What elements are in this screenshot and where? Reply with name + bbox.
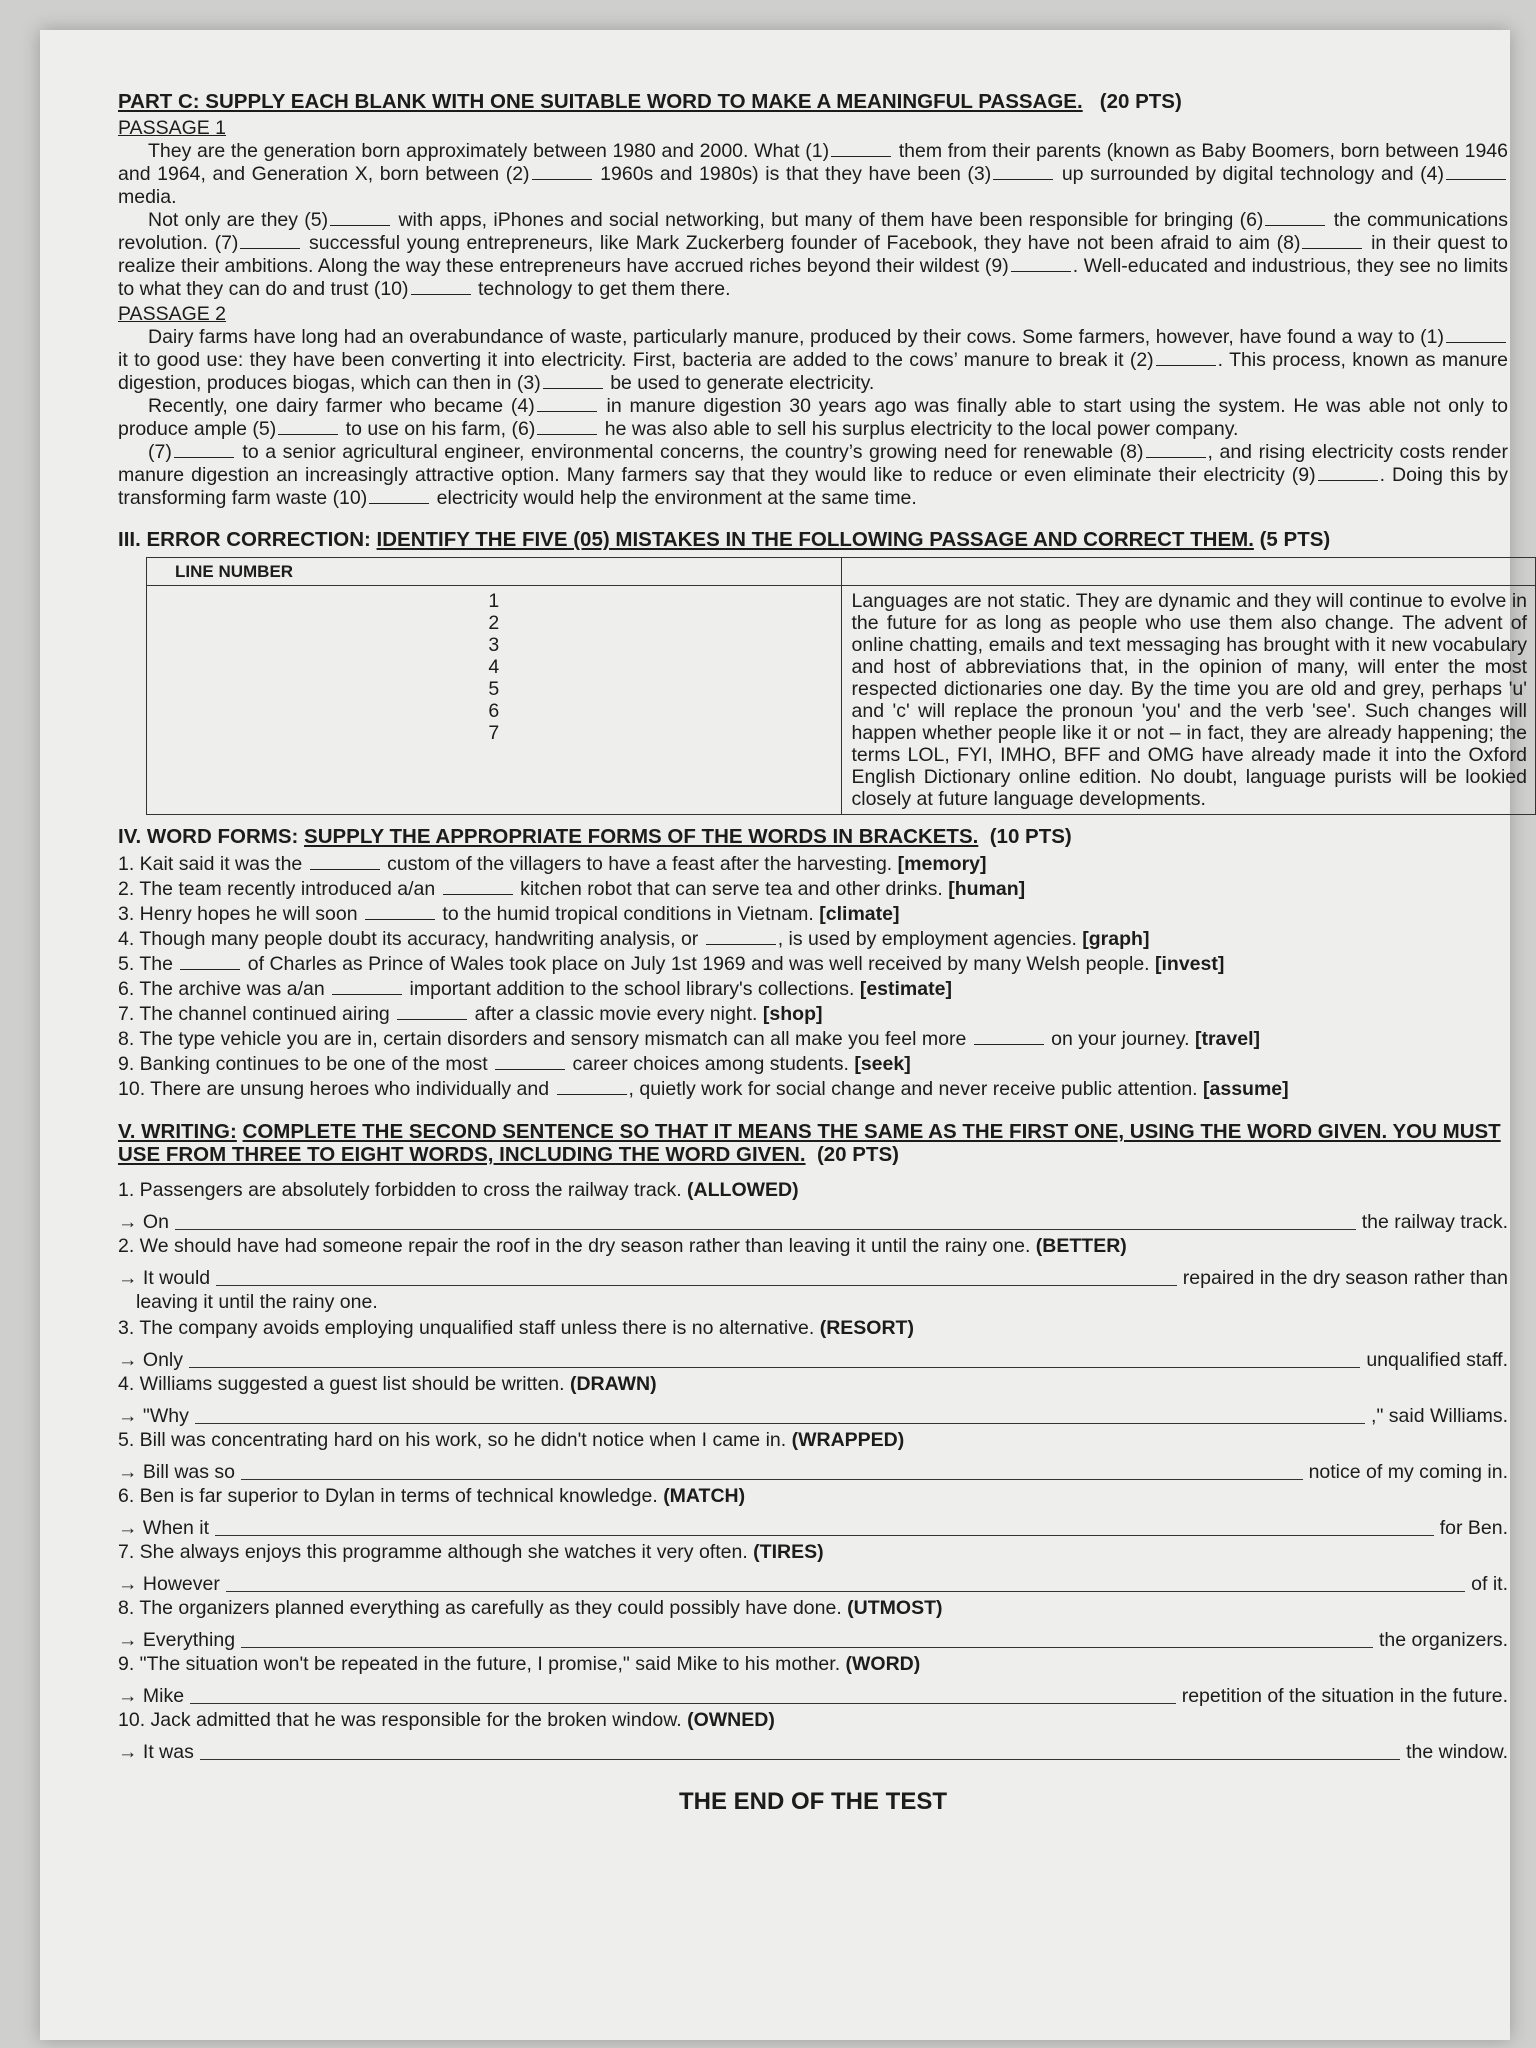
bracket-word: [travel] [1194, 1028, 1260, 1050]
passage-2-text: be used to generate electricity. [610, 372, 875, 394]
question-text: 7. She always enjoys this programme although she watches it very often. [118, 1541, 748, 1563]
answer-end: the railway track. [1361, 1211, 1508, 1233]
section-instruction: COMPLETE THE SECOND SENTENCE SO THAT IT MEANS THE SAME AS THE FIRST ONE, USING THE WORD GIVEN. YOU MUST USE FROM THREE TO EIGHT WORDS, INCLUDING THE WORD GIVEN. [118, 1120, 1501, 1166]
passage-2-text: Dairy farms have long had an overabundance of waste, particularly manure, produced by their cows. Some farmers, however, have found a way to (1) [148, 326, 1444, 348]
passage-1-text: the communications revolution. (7) [118, 209, 1509, 254]
given-word: (WRAPPED) [791, 1429, 905, 1451]
section-points: (10 PTS) [989, 825, 1072, 848]
answer-tail: leaving it until the rainy one. [136, 1291, 378, 1313]
error-correction-heading [118, 528, 1508, 551]
passage-2-text: Recently, one dairy farmer who became (4) [148, 395, 535, 417]
section-number: V. WRITING: [118, 1120, 237, 1143]
bracket-word: [assume] [1203, 1078, 1289, 1100]
bracket-word: [seek] [854, 1053, 911, 1075]
passage-2-text: electricity would help the environment at the same time. [436, 487, 917, 509]
answer-line [118, 1342, 1508, 1372]
section-instruction: SUPPLY THE APPROPRIATE FORMS OF THE WORDS IN BRACKETS. [304, 825, 979, 848]
line-number: 3 [488, 634, 500, 656]
question-text: 1. Passengers are absolutely forbidden to cross the railway track. [118, 1179, 682, 1201]
passage-1-text: with apps, iPhones and social networking, but many of them have been responsible for bringing (6) [398, 209, 1264, 231]
blank [330, 225, 390, 226]
passage-1-text: successful young entrepreneurs, like Mark Zuckerberg founder of Facebook, they have not been afraid to aim (8) [309, 232, 1301, 254]
answer-rule [241, 1647, 1373, 1648]
line-number: 7 [488, 722, 500, 744]
line-number: 5 [488, 678, 500, 700]
passage-2-paragraph-3 [118, 441, 1508, 510]
answer-end: of it. [1471, 1573, 1508, 1595]
passage-1-paragraph-2 [118, 209, 1508, 301]
item-text: 3. Henry hopes he will soon [118, 903, 358, 925]
word-form-item [118, 1077, 1508, 1102]
item-text: , is used by employment agencies. [777, 928, 1077, 950]
item-text: career choices among students. [572, 1053, 849, 1075]
blank [180, 969, 240, 970]
word-form-item [118, 927, 1508, 952]
answer-start: → Everything [118, 1629, 236, 1651]
answer-rule [216, 1285, 1177, 1286]
blank [1446, 342, 1506, 343]
passage-2-text: to a senior agricultural engineer, environmental concerns, the country’s growing need for renewable (8) [242, 441, 1144, 463]
writing-item [118, 1484, 1508, 1540]
writing-item [118, 1178, 1508, 1234]
test-sheet [40, 30, 1527, 2040]
blank [557, 1094, 627, 1095]
end-of-test: THE END OF THE TEST [678, 1788, 947, 1815]
item-text: on your journey. [1051, 1028, 1190, 1050]
blank [706, 944, 776, 945]
word-form-item [118, 852, 1508, 877]
blank [532, 179, 592, 180]
writing-item [118, 1234, 1508, 1314]
passage-2-text: it to good use: they have been converting it into electricity. First, bacteria are added to the cows’ manure to break it (2) [118, 349, 1154, 371]
passage-2-text: . Doing this by transforming farm waste (10) [118, 464, 1509, 509]
blank [365, 919, 435, 920]
answer-line [118, 1260, 1508, 1290]
writing-item [118, 1708, 1508, 1764]
blank [831, 156, 891, 157]
answer-start: → When it [118, 1517, 210, 1539]
section-points: (5 PTS) [1259, 528, 1331, 551]
passage-1-text: media. [118, 186, 177, 208]
passage-1-text: in their quest to realize their ambitions. Along the way these entrepreneurs have accrued riches beyond their wildest (9) [118, 232, 1508, 277]
blank [1146, 457, 1206, 458]
question-text: 4. Williams suggested a guest list should be written. [118, 1373, 565, 1395]
answer-rule [190, 1703, 1176, 1704]
line-number: 2 [488, 612, 500, 634]
line-number: 1 [488, 590, 500, 612]
line-numbers [147, 586, 842, 815]
item-text: 9. Banking continues to be one of the most [118, 1053, 488, 1075]
answer-rule [226, 1591, 1465, 1592]
given-word: (ALLOWED) [687, 1179, 799, 1201]
answer-line [118, 1454, 1508, 1484]
given-word: (BETTER) [1035, 1235, 1127, 1257]
blank [332, 994, 402, 995]
answer-rule [200, 1759, 1400, 1760]
question-text: 10. Jack admitted that he was responsible for the broken window. [118, 1709, 682, 1731]
question-text: 2. We should have had someone repair the roof in the dry season rather than leaving it until the rainy one. [118, 1235, 1031, 1257]
word-form-item [118, 1027, 1508, 1052]
blank [974, 1044, 1044, 1045]
answer-rule [241, 1479, 1303, 1480]
section-instruction: IDENTIFY THE FIVE (05) MISTAKES IN THE FOLLOWING PASSAGE AND CORRECT THEM. [376, 528, 1254, 551]
question-text: 8. The organizers planned everything as carefully as they could possibly have done. [118, 1597, 842, 1619]
answer-line [118, 1510, 1508, 1540]
writing-heading [118, 1120, 1508, 1166]
question-text: 9. "The situation won't be repeated in the future, I promise," said Mike to his mother. [118, 1653, 841, 1675]
answer-end: repaired in the dry season rather than [1182, 1267, 1508, 1289]
answer-start: → Mike [118, 1685, 185, 1707]
line-number-header: LINE NUMBER [147, 558, 842, 586]
answer-line [118, 1622, 1508, 1652]
blank [240, 248, 300, 249]
item-text: 7. The channel continued airing [118, 1003, 390, 1025]
answer-start: → Bill was so [118, 1461, 236, 1483]
given-word: (MATCH) [663, 1485, 746, 1507]
passage-1-text: technology to get them there. [477, 278, 731, 300]
item-text: 6. The archive was a/an [118, 978, 325, 1000]
item-text: after a classic movie every night. [474, 1003, 758, 1025]
error-correction-passage: Languages are not static. They are dynamic and they will continue to evolve in the future for as long as people who use them also change. The advent of online chatting, emails and text messaging has brought with it new vocabulary and host of abbreviations that, in the opinion of many, will enter the most respected dictionaries one day. By the time you are old and grey, perhaps 'u' and 'c' will replace the pronoun 'you' and the verb 'see'. Such changes will happen whether people like it or not – in fact, they are already happening; the terms LOL, FYI, IMHO, BFF and OMG have already made it into the Oxford English Dictionary online edition. No doubt, language purists will be lookied closely at future language developments. [851, 590, 1527, 810]
question-text: 6. Ben is far superior to Dylan in terms of technical knowledge. [118, 1485, 658, 1507]
blank [1011, 271, 1071, 272]
passage-2-text: he was also able to sell his surplus electricity to the local power company. [604, 418, 1239, 440]
blank [1318, 480, 1378, 481]
answer-end: the organizers. [1379, 1629, 1508, 1651]
part-c-heading-text: PART C: SUPPLY EACH BLANK WITH ONE SUITABLE WORD TO MAKE A MEANINGFUL PASSAGE. [118, 90, 1083, 113]
blank [1156, 365, 1216, 366]
blank [537, 434, 597, 435]
item-text: 4. Though many people doubt its accuracy, handwriting analysis, or [118, 928, 699, 950]
word-form-item [118, 877, 1508, 902]
answer-start: → Only [118, 1349, 184, 1371]
blank [174, 457, 234, 458]
item-text: custom of the villagers to have a feast after the harvesting. [387, 853, 893, 875]
answer-start: → It was [118, 1741, 194, 1763]
passage-1-text: They are the generation born approximately between 1980 and 2000. What (1) [148, 140, 830, 162]
given-word: (UTMOST) [847, 1597, 943, 1619]
blank [1446, 179, 1506, 180]
passage-2-text: (7) [148, 441, 172, 463]
blank [993, 179, 1053, 180]
answer-line [118, 1678, 1508, 1708]
passage-2-text: , and rising electricity costs render manure digestion an increasingly attractive option. Many farmers say that they would like to reduce or even eliminate their electricity (9) [118, 441, 1508, 486]
bracket-word: [graph] [1082, 928, 1150, 950]
given-word: (RESORT) [819, 1317, 914, 1339]
item-text: , quietly work for social change and never receive public attention. [628, 1078, 1198, 1100]
blank [411, 294, 471, 295]
section-number: IV. WORD FORMS: [118, 825, 299, 848]
blank [543, 388, 603, 389]
answer-start: → On [118, 1211, 169, 1233]
given-word: (OWNED) [687, 1709, 775, 1731]
item-text: of Charles as Prince of Wales took place on July 1st 1969 and was well received by many Welsh people. [247, 953, 1150, 975]
answer-rule [175, 1229, 1356, 1230]
error-correction-table [146, 557, 1536, 815]
passage-2-paragraph-1 [118, 326, 1508, 395]
blank [443, 894, 513, 895]
bracket-word: [memory] [897, 853, 987, 875]
bracket-word: [climate] [819, 903, 900, 925]
bracket-word: [estimate] [859, 978, 952, 1000]
writing-item [118, 1428, 1508, 1484]
blank [537, 411, 597, 412]
blank [1265, 225, 1325, 226]
answer-end: unqualified staff. [1366, 1349, 1508, 1371]
part-c-heading [118, 90, 1508, 113]
passage-1-label: PASSAGE 1 [118, 117, 227, 139]
writing-list [118, 1178, 1508, 1764]
part-c-points: (20 PTS) [1099, 90, 1182, 113]
passage-1-text: them from their parents (known as Baby Boomers, born between 1946 and 1964, and Generation X, born between (2) [118, 140, 1508, 185]
line-number: 6 [488, 700, 500, 722]
answer-line [118, 1204, 1508, 1234]
blank [1302, 248, 1362, 249]
word-form-item [118, 952, 1508, 977]
given-word: (DRAWN) [569, 1373, 657, 1395]
blank [369, 503, 429, 504]
passage-2-text: in manure digestion 30 years ago was finally able to start using the system. He was able not only to produce ample (5) [118, 395, 1508, 440]
word-form-item [118, 902, 1508, 927]
blank [495, 1069, 565, 1070]
bracket-word: [shop] [762, 1003, 823, 1025]
passage-header [841, 558, 1536, 586]
item-text: 5. The [118, 953, 173, 975]
blank [397, 1019, 467, 1020]
given-word: (WORD) [845, 1653, 921, 1675]
passage-2-text: to use on his farm, (6) [345, 418, 536, 440]
answer-line [118, 1734, 1508, 1764]
answer-line [118, 1566, 1508, 1596]
word-forms-heading [118, 825, 1508, 848]
item-text: 8. The type vehicle you are in, certain disorders and sensory mismatch can all make you feel more [118, 1028, 967, 1050]
item-text: 2. The team recently introduced a/an [118, 878, 436, 900]
passage-2-paragraph-2 [118, 395, 1508, 441]
answer-end: repetition of the situation in the future. [1181, 1685, 1508, 1707]
answer-end: notice of my coming in. [1308, 1461, 1508, 1483]
section-points: (20 PTS) [816, 1143, 899, 1166]
passage-1-text: Not only are they (5) [148, 209, 329, 231]
writing-item [118, 1540, 1508, 1596]
answer-start: → It would [118, 1267, 211, 1289]
answer-rule [215, 1535, 1434, 1536]
word-form-item [118, 1052, 1508, 1077]
blank [278, 434, 338, 435]
word-forms-list [118, 852, 1508, 1102]
answer-rule [189, 1367, 1360, 1368]
test-content [118, 82, 1527, 1815]
answer-line [118, 1398, 1508, 1428]
item-text: kitchen robot that can serve tea and other drinks. [520, 878, 943, 900]
given-word: (TIRES) [753, 1541, 824, 1563]
item-text: important addition to the school library's collections. [409, 978, 855, 1000]
question-text: 3. The company avoids employing unqualified staff unless there is no alternative. [118, 1317, 815, 1339]
answer-start: → "Why [118, 1405, 189, 1427]
answer-start: → However [118, 1573, 220, 1595]
word-form-item [118, 977, 1508, 1002]
writing-item [118, 1652, 1508, 1708]
line-number: 4 [488, 656, 500, 678]
passage-2-text: . This process, known as manure digestion, produces biogas, which can then in (3) [118, 349, 1508, 394]
item-text: 1. Kait said it was the [118, 853, 303, 875]
section-number: III. ERROR CORRECTION: [118, 528, 371, 551]
item-text: to the humid tropical conditions in Vietnam. [442, 903, 814, 925]
item-text: 10. There are unsung heroes who individually and [118, 1078, 550, 1100]
passage-1-paragraph-1 [118, 140, 1508, 209]
passage-1-text: 1960s and 1980s) is that they have been (3) [600, 163, 992, 185]
writing-item [118, 1316, 1508, 1372]
answer-rule [195, 1423, 1365, 1424]
passage-2-label: PASSAGE 2 [118, 303, 227, 325]
bracket-word: [human] [948, 878, 1026, 900]
blank [310, 869, 380, 870]
answer-end: ," said Williams. [1371, 1405, 1508, 1427]
word-form-item [118, 1002, 1508, 1027]
answer-end: for Ben. [1439, 1517, 1508, 1539]
writing-item [118, 1596, 1508, 1652]
answer-end: the window. [1406, 1741, 1508, 1763]
passage-1-text: . Well-educated and industrious, they see no limits to what they can do and trust (10) [118, 255, 1508, 300]
bracket-word: [invest] [1155, 953, 1225, 975]
writing-item [118, 1372, 1508, 1428]
question-text: 5. Bill was concentrating hard on his work, so he didn't notice when I came in. [118, 1429, 787, 1451]
passage-1-text: up surrounded by digital technology and (4) [1061, 163, 1444, 185]
